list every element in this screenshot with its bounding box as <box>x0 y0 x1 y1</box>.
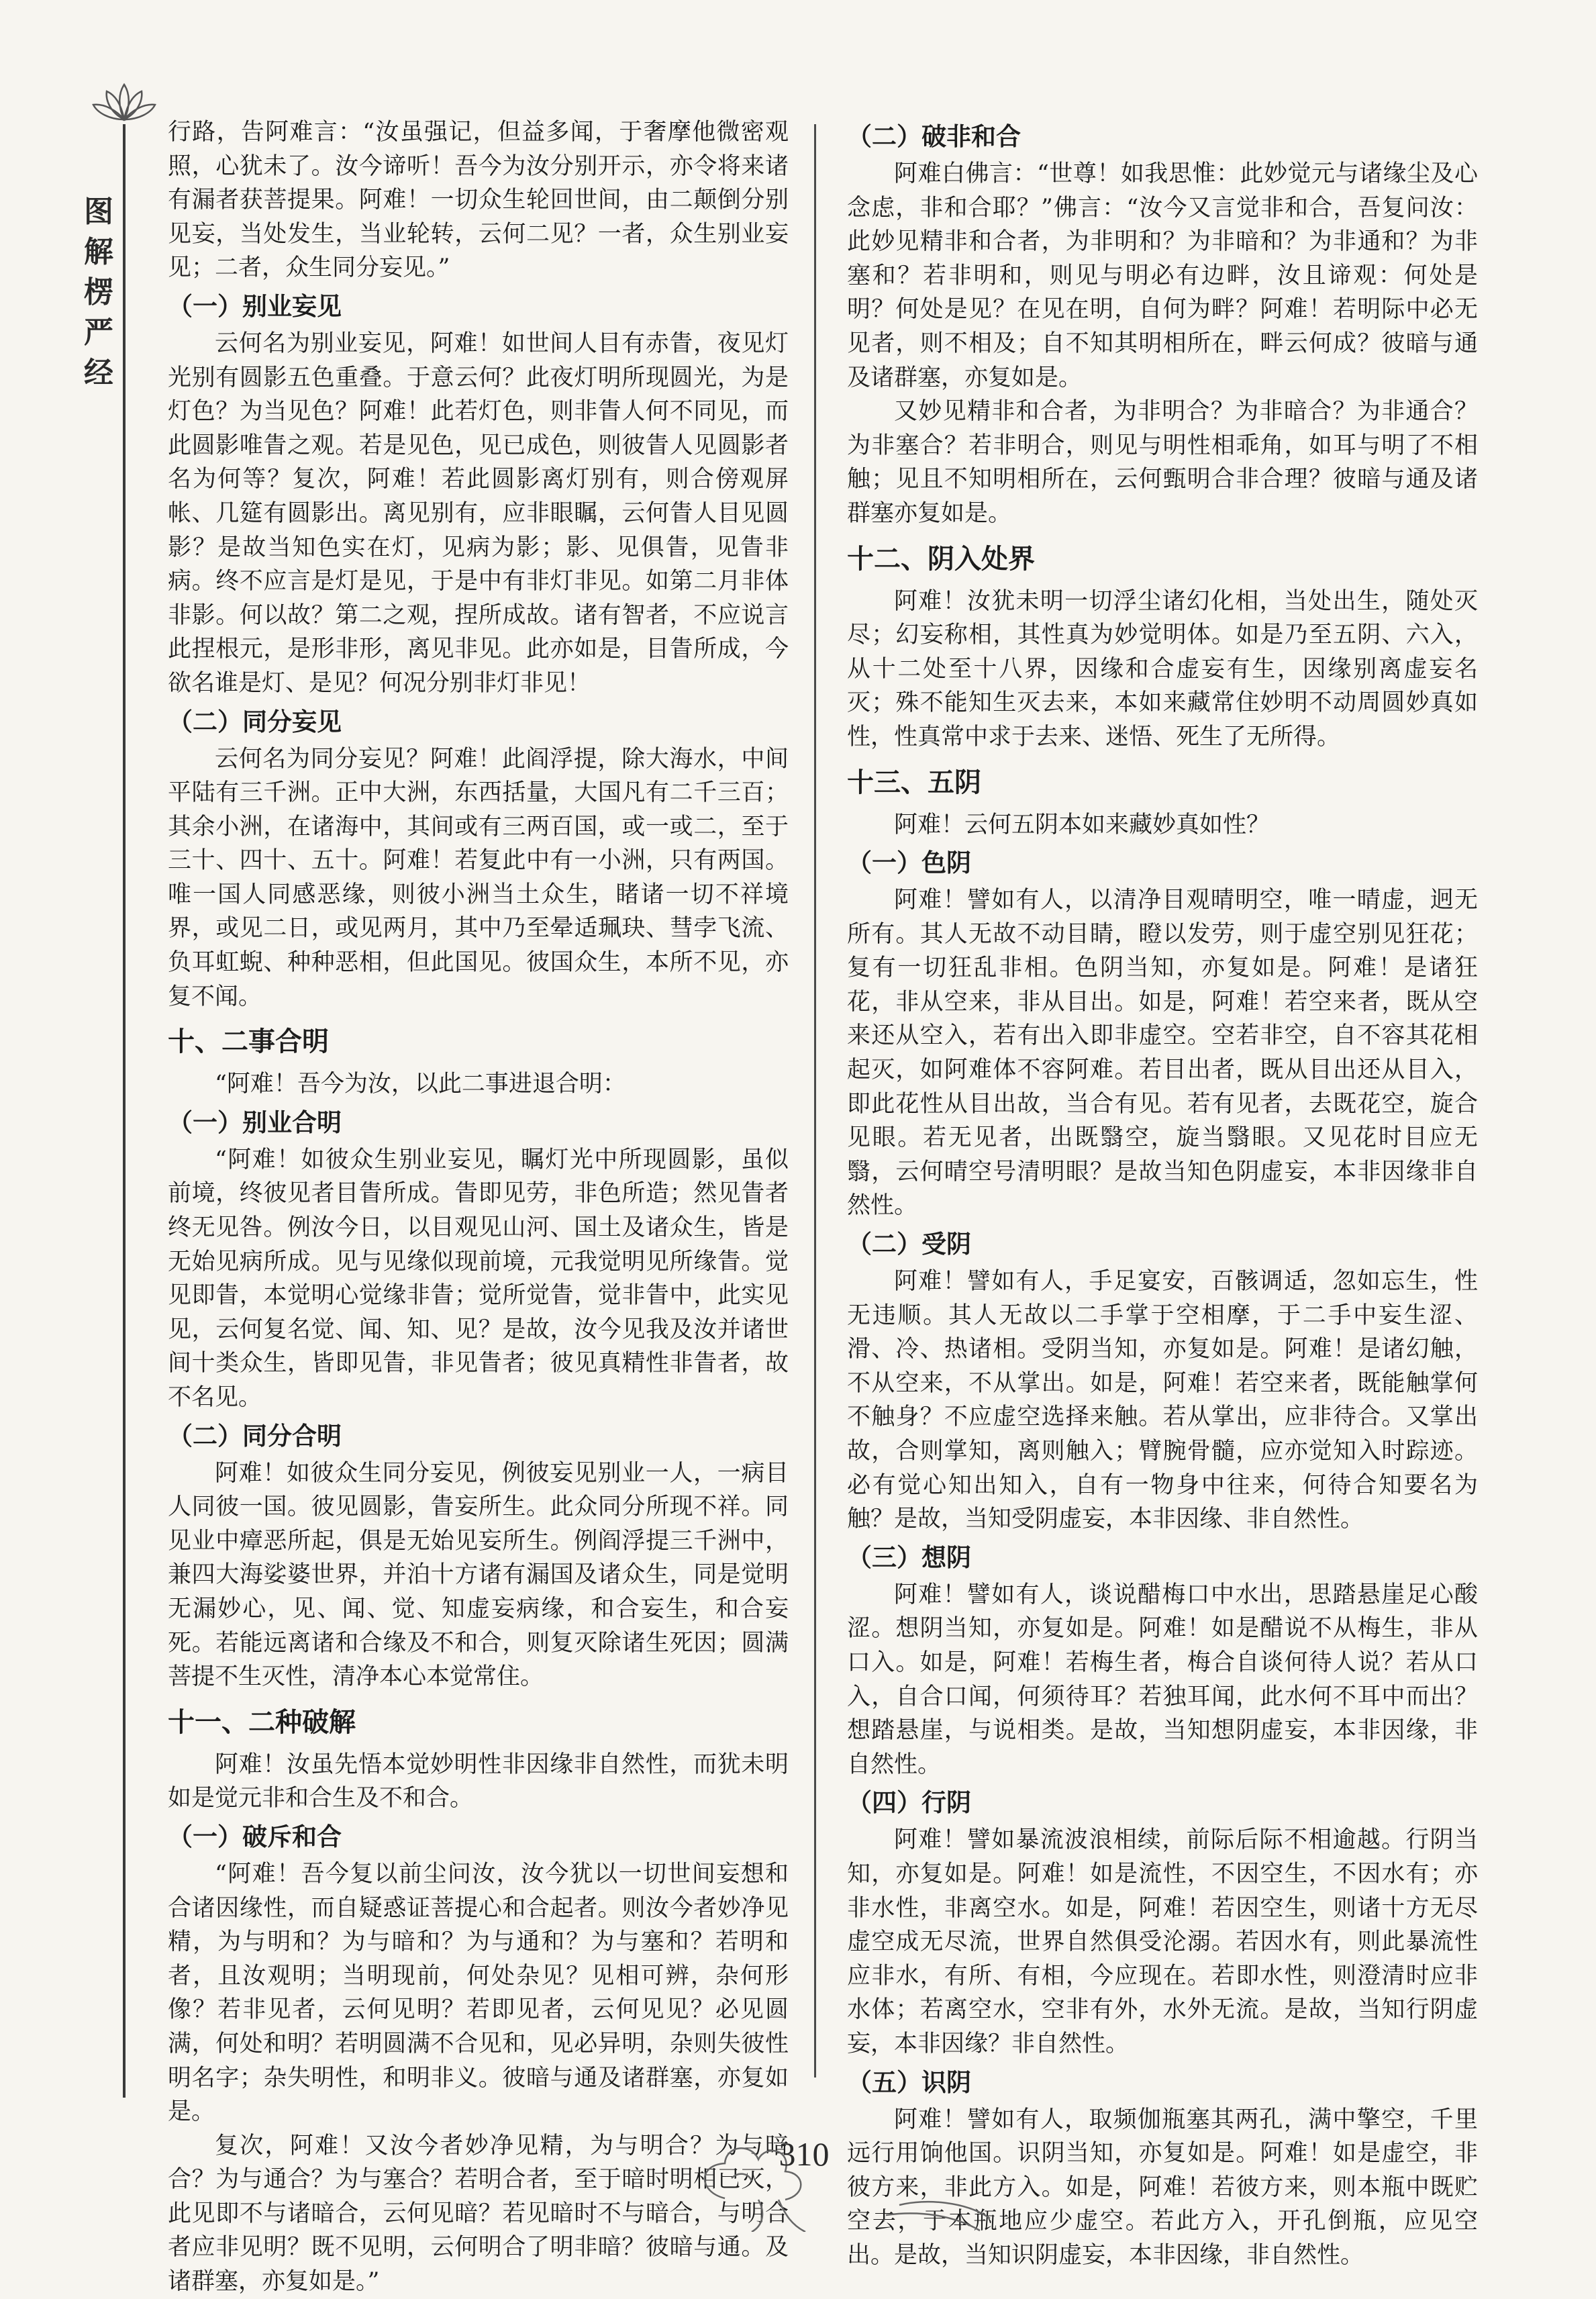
paragraph: 云何名为别业妄见，阿难！如世间人目有赤眚，夜见灯光别有圆影五色重叠。于意云何？此夜灯明所现圆光，为是灯色？为当见色？阿难！此若灯色，则非眚人何不同见，而此圆影唯眚之观。若是见色，见已成色，则彼眚人见圆影者名为何等？复次，阿难！若此圆影离灯别有，则合傍观屏帐、几筵有圆影出。离见别有，应非眼瞩，云何眚人目见圆影？是故当知色实在灯，见病为影；影、见俱眚，见眚非病。终不应言是灯是见，于是中有非灯非见。如第二月非体非影。何以故？第二之观，捏所成故。诸有智者，不应说言此捏根元，是形非形，离见非见。此亦如是，目眚所成，今欲名谁是灯、是见？何况分别非灯非见！ <box>168 330 789 697</box>
paragraph: 阿难！譬如暴流波浪相续，前际后际不相逾越。行阴当知，亦复如是。阿难！如是流性，不因空生，不因水有；亦非水性，非离空水。如是，阿难！若因空生，则诸十方无尽虚空成无尽流，世界自然俱受沦溺。若因水有，则此暴流性应非水，有所、有相，今应现在。若即水性，则澄清时应非水体；若离空水，空非有外，水外无流。是故，当知行阴虚妄，本非因缘？非自然性。 <box>847 1826 1478 2057</box>
page-number: 310 <box>779 2135 830 2173</box>
subsection-heading: （二）受阴 <box>847 1229 971 1259</box>
paragraph: 阿难！汝虽先悟本觉妙明性非因缘非自然性，而犹未明如是觉元非和合生及不和合。 <box>168 1751 789 1812</box>
book-title-vertical: 图解楞严经 <box>84 195 113 390</box>
subsection-heading: （五）识阴 <box>847 2067 971 2097</box>
section-heading: 十二、阴入处界 <box>847 542 1035 575</box>
section-heading: 十、二事合明 <box>168 1026 329 1058</box>
paragraph: “阿难！吾今复以前尘问汝，汝今犹以一切世间妄想和合诸因缘性，而自疑惑证菩提心和合起者。则汝今者妙净见精，为与明和？为与暗和？为与通和？为与塞和？若明和者，且汝观明；当明现前，何处杂见？见相可辨，杂何形像？若非见者，云何见明？若即见者，云何见见？必见圆满，何处和明？若明圆满不合见和，见必异明，杂则失彼性明名字；杂失明性，和明非义。彼暗与通及诸群塞，亦复如是。 <box>168 1860 789 2126</box>
paragraph: 行路，告阿难言：“汝虽强记，但益多闻，于奢摩他微密观照，心犹未了。汝今谛听！吾今为汝分别开示，亦令将来诸有漏者获菩提果。阿难！一切众生轮回世间，由二颠倒分别见妄，当处发生，当业轮转，云何二见？一者，众生别业妄见；二者，众生同分妄见。” <box>168 119 789 282</box>
lotus-ornament-icon <box>91 79 158 126</box>
side-rule <box>123 124 126 2098</box>
paragraph: 阿难！譬如有人，以清净目观晴明空，唯一晴虚，迥无所有。其人无故不动目睛，瞪以发劳，则于虚空别见狂花；复有一切狂乱非相。色阴当知，亦复如是。阿难！是诸狂花，非从空来，非从目出。如是，阿难！若空来者，既从空来还从空入，若有出入即非虚空。空若非空，自不容其花相起灭，如阿难体不容阿难。若目出者，既从目出还从目入，即此花性从目出故，当合有见。若有见者，去既花空，旋合见眼。若无见者，出既翳空，旋当翳眼。又见花时目应无翳，云何晴空号清明眼？是故当知色阴虚妄，本非因缘非自然性。 <box>847 887 1478 1220</box>
left-column <box>168 115 789 2299</box>
column-divider <box>814 124 816 2077</box>
right-column <box>847 115 1478 2272</box>
paragraph: 阿难白佛言：“世尊！如我思惟：此妙觉元与诸缘尘及心念虑，非和合耶？”佛言：“汝今又言觉非和合，吾复问汝：此妙见精非和合者，为非明和？为非暗和？为非通和？为非塞和？若非明和，则见与明必有边畔，汝且谛观：何处是明？何处是见？在见在明，自何为畔？阿难！若明际中必无见者，则不相及；自不知其明相所在，畔云何成？彼暗与通及诸群塞，亦复如是。 <box>847 160 1478 391</box>
paragraph: 复次，阿难！又汝今者妙净见精，为与明合？为与暗合？为与通合？为与塞合？若明合者，至于暗时明相已灭，此见即不与诸暗合，云何见暗？若见暗时不与暗合，与明合者应非见明？既不见明，云何明合了明非暗？彼暗与通。及诸群塞，亦复如是。” <box>168 2132 789 2296</box>
paragraph: 阿难！譬如有人，谈说醋梅口中水出，思踏悬崖足心酸涩。想阴当知，亦复如是。阿难！如是醋说不从梅生，非从口入。如是，阿难！若梅生者，梅合自谈何待人说？若从口入，自合口闻，何须待耳？若独耳闻，此水何不耳中而出？想踏悬崖，与说相类。是故，当知想阴虚妄，本非因缘，非自然性。 <box>847 1581 1478 1778</box>
subsection-heading: （二）破非和合 <box>847 121 1021 151</box>
subsection-heading: （一）别业妄见 <box>168 291 342 321</box>
section-heading: 十三、五阴 <box>847 766 981 798</box>
subsection-heading: （三）想阴 <box>847 1542 971 1572</box>
paragraph: “阿难！如彼众生别业妄见，瞩灯光中所现圆影，虽似前境，终彼见者目眚所成。眚即见劳，非色所造；然见眚者终无见咎。例汝今日，以目观见山河、国土及诸众生，皆是无始见病所成。见与见缘似现前境，元我觉明见所缘眚。觉见即眚，本觉明心觉缘非眚；觉所觉眚，觉非眚中，此实见见，云何复名觉、闻、知、见？是故，汝今见我及汝并诸世间十类众生，皆即见眚，非见眚者；彼见真精性非眚者，故不名见。 <box>168 1146 789 1411</box>
paragraph: 阿难！云何五阴本如来藏妙真如性？ <box>894 811 1270 838</box>
subsection-heading: （四）行阴 <box>847 1788 971 1818</box>
paragraph: 阿难！譬如有人，取频伽瓶塞其两孔，满中擎空，千里远行用饷他国。识阴当知，亦复如是。阿难！如是虚空，非彼方来，非此方入。如是，阿难！若彼方来，则本瓶中既贮空去，于本瓶地应少虚空。若此方入，开孔倒瓶，应见空出。是故，当知识阴虚妄，本非因缘，非自然性。 <box>847 2106 1478 2269</box>
subsection-heading: （二）同分合明 <box>168 1420 342 1451</box>
subsection-heading: （一）色阴 <box>847 848 971 878</box>
paragraph: 云何名为同分妄见？阿难！此阎浮提，除大海水，中间平陆有三千洲。正中大洲，东西括量，大国凡有二千三百；其余小洲，在诸海中，其间或有三两百国，或一或二，至于三十、四十、五十。阿难！若复此中有一小洲，只有两国。唯一国人同感恶缘，则彼小洲当土众生，睹诸一切不祥境界，或见二日，或见两月，其中乃至晕适珮玦、彗孛飞流、负耳虹蜺、种种恶相，但此国见。彼国众生，本所不见，亦复不闻。 <box>168 745 789 1010</box>
paragraph: 阿难！譬如有人，手足宴安，百骸调适，忽如忘生，性无违顺。其人无故以二手掌于空相摩，于二手中妄生涩、滑、冷、热诸相。受阴当知，亦复如是。阿难！是诸幻触，不从空来，不从掌出。如是，阿难！若空来者，既能触掌何不触身？不应虚空选择来触。若从掌出，应非待合。又掌出故，合则掌知，离则触入；臂腕骨髓，应亦觉知入时踪迹。必有觉心知出知入，自有一物身中往来，何待合知要名为触？是故，当知受阴虚妄，本非因缘、非自然性。 <box>847 1268 1478 1533</box>
subsection-heading: （一）破斥和合 <box>168 1821 342 1851</box>
paragraph: 阿难！汝犹未明一切浮尘诸幻化相，当处出生，随处灭尽；幻妄称相，其性真为妙觉明体。如是乃至五阴、六入，从十二处至十八界，因缘和合虚妄有生，因缘别离虚妄名灭；殊不能知生灭去来，本如来藏常住妙明不动周圆妙真如性，性真常中求于去来、迷悟、死生了无所得。 <box>847 587 1478 750</box>
subsection-heading: （一）别业合明 <box>168 1107 342 1137</box>
paragraph: 又妙见精非和合者，为非明合？为非暗合？为非通合？为非塞合？若非明合，则见与明性相乖角，如耳与明了不相触；见且不知明相所在，云何甄明合非合理？彼暗与通及诸群塞亦复如是。 <box>847 398 1478 527</box>
section-heading: 十一、二种破解 <box>168 1706 356 1738</box>
paragraph: “阿难！吾今为汝，以此二事进退合明： <box>215 1071 626 1098</box>
subsection-heading: （二）同分妄见 <box>168 706 342 736</box>
paragraph: 阿难！如彼众生同分妄见，例彼妄见别业一人，一病目人同彼一国。彼见圆影，眚妄所生。此众同分所现不祥。同见业中瘴恶所起，俱是无始见妄所生。例阎浮提三千洲中，兼四大海娑婆世界，并泊十方诸有漏国及诸众生，同是觉明无漏妙心，见、闻、觉、知虚妄病缘，和合妄生，和合妄死。若能远离诸和合缘及不和合，则复灭除诸生死因；圆满菩提不生灭性，清净本心本觉常住。 <box>168 1459 789 1691</box>
